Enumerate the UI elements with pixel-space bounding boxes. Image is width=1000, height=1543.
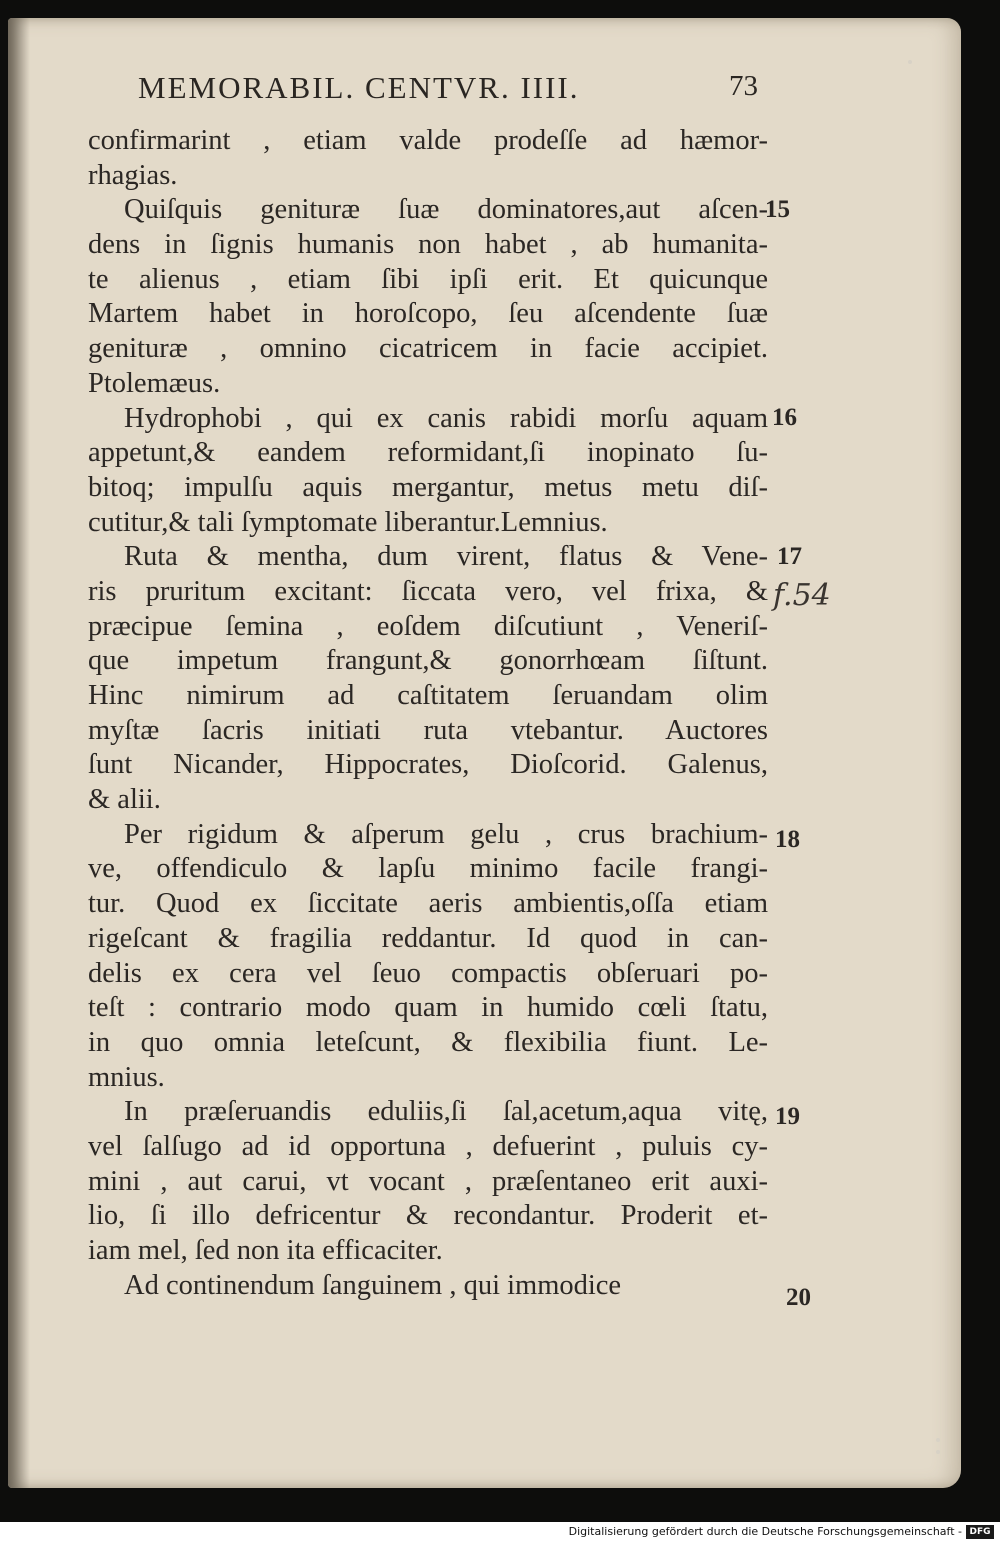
- text-line: te alienus , etiam ſibi ipſi erit. Et quicunque: [88, 263, 768, 295]
- text-line: tur. Quod ex ſiccitate aeris ambientis,oſſa etiam: [88, 888, 768, 920]
- text-line: vel ſalſugo ad id opportuna , defuerint , puluis cy-: [88, 1130, 768, 1162]
- text-line: teſt : contrario modo quam in humido cœli ſtatu,: [88, 992, 768, 1024]
- page-speck: [936, 1438, 940, 1442]
- text-line: mini , aut carui, vt vocant , præſentaneo erit auxi-: [88, 1165, 768, 1197]
- margin-number: 17: [777, 543, 802, 570]
- text-line: appetunt,& eandem reformidant,ſi inopinato ſu-: [88, 437, 768, 469]
- page-header: [138, 70, 758, 116]
- text-line: rigeſcant & fragilia reddantur. Id quod in can-: [88, 922, 768, 954]
- text-line: delis ex cera vel ſeuo compactis obſeruari po-: [88, 957, 768, 989]
- dfg-logo[interactable]: DFG: [966, 1525, 994, 1539]
- text-line: præcipue ſemina , eoſdem diſcutiunt , Veneriſ-: [88, 610, 768, 642]
- margin-number: 18: [775, 826, 800, 853]
- text-line: Ruta & mentha, dum virent, flatus & Vene-: [124, 541, 768, 573]
- page-number: 73: [729, 70, 758, 102]
- text-line: Ptolemæus.: [88, 367, 221, 399]
- page-gutter-shadow: [8, 18, 30, 1488]
- page-speck: [936, 1450, 940, 1454]
- text-line: genituræ , omnino cicatricem in facie accipiet.: [88, 333, 768, 365]
- margin-number: 16: [772, 404, 797, 431]
- text-line: dens in ſignis humanis non habet , ab humanita-: [88, 229, 768, 261]
- margin-number: 19: [775, 1103, 800, 1130]
- body-text: [88, 124, 768, 1303]
- text-line: & alii.: [88, 784, 161, 816]
- text-line: mnius.: [88, 1061, 165, 1093]
- page-speck: [908, 60, 912, 64]
- text-line: ris pruritum excitant: ſiccata vero, vel frixa, &: [88, 575, 768, 607]
- margin-number: 15: [765, 196, 790, 223]
- text-line: lio, ſi illo defricentur & recondantur. Proderit et-: [88, 1200, 768, 1232]
- text-line: rhagias.: [88, 159, 178, 191]
- text-line: Quiſquis genituræ ſuæ dominatores,aut aſcen-: [124, 194, 768, 226]
- text-line: ve, offendiculo & lapſu minimo facile frangi-: [88, 853, 768, 885]
- text-line: In præſeruandis eduliis,ſi ſal,acetum,aqua vitę,: [124, 1096, 768, 1128]
- text-line: myſtæ ſacris initiati ruta vtebantur. Auctores: [88, 714, 768, 746]
- margin-number: 20: [786, 1284, 811, 1311]
- handwritten-folio-note: f.54: [773, 578, 831, 613]
- text-line: Hydrophobi , qui ex canis rabidi morſu aquam: [124, 402, 768, 434]
- text-line: bitoq; impulſu aquis mergantur, metus metu diſ-: [88, 471, 768, 503]
- text-line: Per rigidum & aſperum gelu , crus brachium-: [124, 818, 768, 850]
- text-line: Ad continendum ſanguinem , qui immodice: [124, 1269, 622, 1301]
- text-line: iam mel, ſed non ita efficaciter.: [88, 1235, 443, 1266]
- text-line: in quo omnia leteſcunt, & flexibilia fiunt. Le-: [88, 1026, 768, 1058]
- text-line: ſunt Nicander, Hippocrates, Dioſcorid. Galenus,: [88, 749, 768, 781]
- text-line: confirmarint , etiam valde prodeſſe ad hæmor-: [88, 125, 768, 156]
- running-head: MEMORABIL. CENTVR. IIII.: [138, 70, 580, 105]
- digitization-footer: [0, 1522, 1000, 1543]
- text-line: cutitur,& tali ſymptomate liberantur.Lemnius.: [88, 506, 608, 538]
- funding-credit: Digitalisierung gefördert durch die Deutsche Forschungsgemeinschaft -: [568, 1525, 962, 1538]
- text-line: que impetum frangunt,& gonorrhœam ſiſtunt.: [88, 645, 768, 677]
- text-line: Martem habet in horoſcopo, ſeu aſcendente ſuæ: [88, 298, 768, 330]
- text-line: Hinc nimirum ad caſtitatem ſeruandam olim: [88, 680, 768, 711]
